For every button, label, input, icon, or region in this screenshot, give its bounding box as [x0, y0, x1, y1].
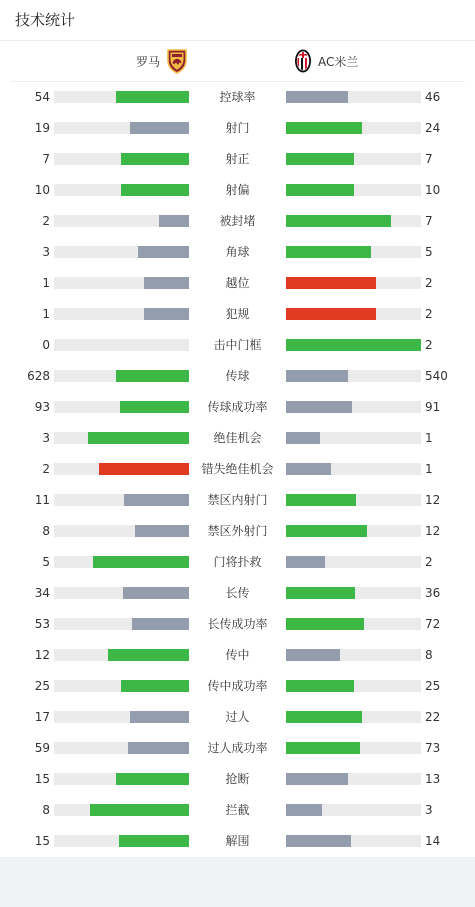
away-stat-bar	[286, 711, 421, 723]
home-stat-bar-fill	[116, 773, 189, 785]
home-stat-value: 3	[42, 245, 50, 259]
home-stat-value: 10	[34, 183, 50, 197]
away-stat-value: 25	[425, 679, 441, 693]
stat-row	[0, 299, 475, 330]
away-team[interactable]	[294, 48, 358, 74]
home-stat-value: 25	[34, 679, 50, 693]
home-stat-bar-fill	[121, 153, 189, 165]
stat-row	[0, 144, 475, 175]
home-stat-value: 15	[34, 834, 50, 848]
home-stat-value: 34	[34, 586, 50, 600]
away-stat-value: 540	[425, 369, 448, 383]
home-stat-value: 2	[42, 214, 50, 228]
stat-label: 传中成功率	[207, 679, 268, 693]
away-team-name: AC米兰	[318, 54, 359, 69]
stat-row	[0, 113, 475, 144]
home-stat-bar	[54, 91, 189, 103]
home-stat-bar-fill	[159, 215, 189, 227]
stat-row	[0, 609, 475, 640]
home-stat-bar-fill	[88, 432, 189, 444]
away-stat-value: 13	[425, 772, 441, 786]
home-stat-value: 0	[42, 338, 50, 352]
home-stat-bar	[54, 153, 189, 165]
away-stat-bar-fill	[286, 587, 355, 599]
ac-milan-crest-icon	[294, 48, 312, 74]
away-stat-bar-fill	[286, 153, 354, 165]
away-stat-value: 12	[425, 524, 441, 538]
stat-label: 越位	[225, 276, 250, 290]
away-stat-bar	[286, 122, 421, 134]
away-stat-bar	[286, 525, 421, 537]
stat-label: 传球	[225, 369, 250, 383]
home-stat-value: 19	[34, 121, 50, 135]
home-stat-bar	[54, 122, 189, 134]
away-stat-bar	[286, 618, 421, 630]
stat-row	[0, 702, 475, 733]
home-stat-bar-fill	[130, 122, 189, 134]
away-stat-value: 46	[425, 90, 441, 104]
home-stat-bar	[54, 835, 189, 847]
stat-row	[0, 206, 475, 237]
stat-label: 射门	[225, 121, 250, 135]
stat-row	[0, 516, 475, 547]
stat-label: 过人	[225, 710, 250, 724]
away-stat-bar	[286, 556, 421, 568]
away-stat-bar-fill	[286, 711, 362, 723]
home-stat-bar	[54, 494, 189, 506]
away-stat-bar-fill	[286, 432, 320, 444]
home-stat-bar-fill	[99, 463, 189, 475]
stat-label: 过人成功率	[207, 741, 268, 755]
stats-list	[0, 82, 475, 857]
away-stat-bar	[286, 742, 421, 754]
home-stat-bar-fill	[135, 525, 189, 537]
home-stat-bar-fill	[144, 308, 189, 320]
home-stat-bar	[54, 742, 189, 754]
stat-row	[0, 640, 475, 671]
away-stat-bar-fill	[286, 525, 367, 537]
home-stat-bar	[54, 556, 189, 568]
home-stat-bar-fill	[144, 277, 189, 289]
home-stat-bar	[54, 432, 189, 444]
stat-row	[0, 82, 475, 113]
home-stat-value: 59	[34, 741, 50, 755]
home-stat-value: 8	[42, 803, 50, 817]
stat-label: 击中门框	[213, 338, 262, 352]
home-stat-value: 2	[42, 462, 50, 476]
away-stat-bar-fill	[286, 649, 340, 661]
stat-row	[0, 330, 475, 361]
stat-row	[0, 454, 475, 485]
away-stat-bar	[286, 339, 421, 351]
away-stat-bar	[286, 835, 421, 847]
home-stat-bar-fill	[90, 804, 189, 816]
home-stat-bar-fill	[121, 184, 189, 196]
away-stat-bar	[286, 277, 421, 289]
away-stat-value: 5	[425, 245, 433, 259]
home-stat-bar-fill	[116, 370, 189, 382]
away-stat-value: 1	[425, 462, 433, 476]
home-team[interactable]	[136, 48, 188, 74]
home-stat-bar-fill	[108, 649, 189, 661]
away-stat-bar	[286, 246, 421, 258]
stat-label: 射偏	[225, 183, 250, 197]
home-stat-bar	[54, 277, 189, 289]
home-stat-bar-fill	[132, 618, 189, 630]
away-stat-bar-fill	[286, 122, 362, 134]
home-stat-bar-fill	[130, 711, 189, 723]
stat-label: 抢断	[225, 772, 250, 786]
away-stat-bar-fill	[286, 463, 331, 475]
stat-row	[0, 392, 475, 423]
stat-label: 被封堵	[219, 214, 256, 228]
away-stat-value: 7	[425, 152, 433, 166]
home-stat-bar-fill	[123, 587, 189, 599]
home-stat-value: 8	[42, 524, 50, 538]
stat-label: 错失绝佳机会	[201, 462, 274, 476]
stat-label: 门将扑救	[213, 555, 262, 569]
page-title: 技术统计	[15, 11, 76, 29]
away-stat-bar	[286, 184, 421, 196]
home-stat-bar	[54, 215, 189, 227]
home-stat-bar	[54, 525, 189, 537]
home-stat-value: 12	[34, 648, 50, 662]
home-stat-value: 53	[34, 617, 50, 631]
home-stat-bar-fill	[119, 835, 189, 847]
home-stat-bar	[54, 773, 189, 785]
away-stat-bar-fill	[286, 277, 376, 289]
away-stat-bar	[286, 153, 421, 165]
away-stat-bar	[286, 649, 421, 661]
home-stat-bar-fill	[121, 680, 189, 692]
away-stat-bar-fill	[286, 339, 421, 351]
home-stat-value: 11	[34, 493, 50, 507]
stat-label: 解围	[225, 834, 250, 848]
away-stat-bar	[286, 91, 421, 103]
home-stat-bar	[54, 246, 189, 258]
away-stat-value: 8	[425, 648, 433, 662]
stat-row	[0, 268, 475, 299]
stat-row	[0, 547, 475, 578]
stat-row	[0, 826, 475, 857]
stat-label: 禁区外射门	[207, 524, 268, 538]
home-stat-bar	[54, 184, 189, 196]
stat-row	[0, 237, 475, 268]
away-stat-bar-fill	[286, 618, 364, 630]
teams-header	[0, 41, 475, 81]
away-stat-bar	[286, 401, 421, 413]
stat-row	[0, 764, 475, 795]
home-stat-bar	[54, 339, 189, 351]
home-stat-value: 93	[34, 400, 50, 414]
home-stat-bar	[54, 463, 189, 475]
away-stat-value: 2	[425, 276, 433, 290]
away-stat-bar-fill	[286, 308, 376, 320]
as-roma-crest-icon	[166, 48, 188, 74]
stat-label: 长传成功率	[207, 617, 268, 631]
stat-row	[0, 423, 475, 454]
home-stat-bar	[54, 680, 189, 692]
stat-label: 拦截	[225, 803, 250, 817]
stat-row	[0, 175, 475, 206]
home-stat-bar-fill	[138, 246, 189, 258]
away-stat-value: 10	[425, 183, 441, 197]
away-stat-bar-fill	[286, 370, 348, 382]
stat-row	[0, 733, 475, 764]
home-stat-bar	[54, 370, 189, 382]
away-stat-bar-fill	[286, 773, 348, 785]
away-stat-bar	[286, 587, 421, 599]
away-stat-value: 14	[425, 834, 441, 848]
stat-label: 角球	[225, 245, 250, 259]
away-stat-value: 1	[425, 431, 433, 445]
stat-label: 长传	[225, 586, 250, 600]
stat-label: 射正	[225, 152, 250, 166]
away-stat-bar-fill	[286, 246, 371, 258]
home-stat-value: 3	[42, 431, 50, 445]
away-stat-value: 2	[425, 555, 433, 569]
away-stat-bar	[286, 432, 421, 444]
home-stat-bar-fill	[120, 401, 189, 413]
away-stat-bar-fill	[286, 494, 356, 506]
home-stat-bar-fill	[128, 742, 189, 754]
away-stat-bar	[286, 215, 421, 227]
away-stat-bar-fill	[286, 742, 360, 754]
away-stat-bar-fill	[286, 680, 354, 692]
stat-row	[0, 578, 475, 609]
away-stat-bar-fill	[286, 91, 348, 103]
home-stat-value: 15	[34, 772, 50, 786]
home-stat-value: 1	[42, 276, 50, 290]
home-stat-value: 7	[42, 152, 50, 166]
home-stat-bar-fill	[93, 556, 189, 568]
home-stat-value: 5	[42, 555, 50, 569]
home-stat-value: 54	[34, 90, 50, 104]
stat-row	[0, 795, 475, 826]
away-stat-bar	[286, 773, 421, 785]
home-stat-bar	[54, 649, 189, 661]
away-stat-value: 73	[425, 741, 441, 755]
away-stat-value: 22	[425, 710, 441, 724]
home-team-name: 罗马	[135, 54, 160, 69]
away-stat-value: 72	[425, 617, 441, 631]
stat-row	[0, 361, 475, 392]
home-stat-bar	[54, 711, 189, 723]
home-stat-bar	[54, 804, 189, 816]
away-stat-value: 2	[425, 307, 433, 321]
stat-label: 传中	[225, 648, 250, 662]
stat-label: 禁区内射门	[207, 493, 268, 507]
away-stat-value: 2	[425, 338, 433, 352]
away-stat-bar-fill	[286, 184, 354, 196]
stat-row	[0, 671, 475, 702]
away-stat-value: 7	[425, 214, 433, 228]
away-stat-bar	[286, 804, 421, 816]
home-stat-bar	[54, 587, 189, 599]
stat-label: 绝佳机会	[213, 431, 262, 445]
home-stat-value: 628	[27, 369, 50, 383]
away-stat-bar	[286, 370, 421, 382]
away-stat-bar-fill	[286, 835, 351, 847]
stat-row	[0, 485, 475, 516]
stat-label: 控球率	[219, 90, 256, 104]
home-stat-bar	[54, 308, 189, 320]
away-stat-bar	[286, 680, 421, 692]
away-stat-value: 12	[425, 493, 441, 507]
away-stat-value: 24	[425, 121, 441, 135]
away-stat-value: 91	[425, 400, 441, 414]
away-stat-bar-fill	[286, 401, 352, 413]
away-stat-value: 36	[425, 586, 441, 600]
home-stat-value: 17	[34, 710, 50, 724]
away-stat-bar-fill	[286, 804, 322, 816]
away-stat-bar-fill	[286, 556, 325, 568]
home-stat-bar	[54, 401, 189, 413]
home-stat-bar-fill	[124, 494, 189, 506]
away-stat-bar	[286, 308, 421, 320]
away-stat-bar	[286, 494, 421, 506]
stat-label: 传球成功率	[207, 400, 268, 414]
home-stat-value: 1	[42, 307, 50, 321]
home-stat-bar-fill	[116, 91, 189, 103]
home-stat-bar	[54, 618, 189, 630]
away-stat-bar	[286, 463, 421, 475]
away-stat-bar-fill	[286, 215, 391, 227]
away-stat-value: 3	[425, 803, 433, 817]
stat-label: 犯规	[225, 307, 250, 321]
